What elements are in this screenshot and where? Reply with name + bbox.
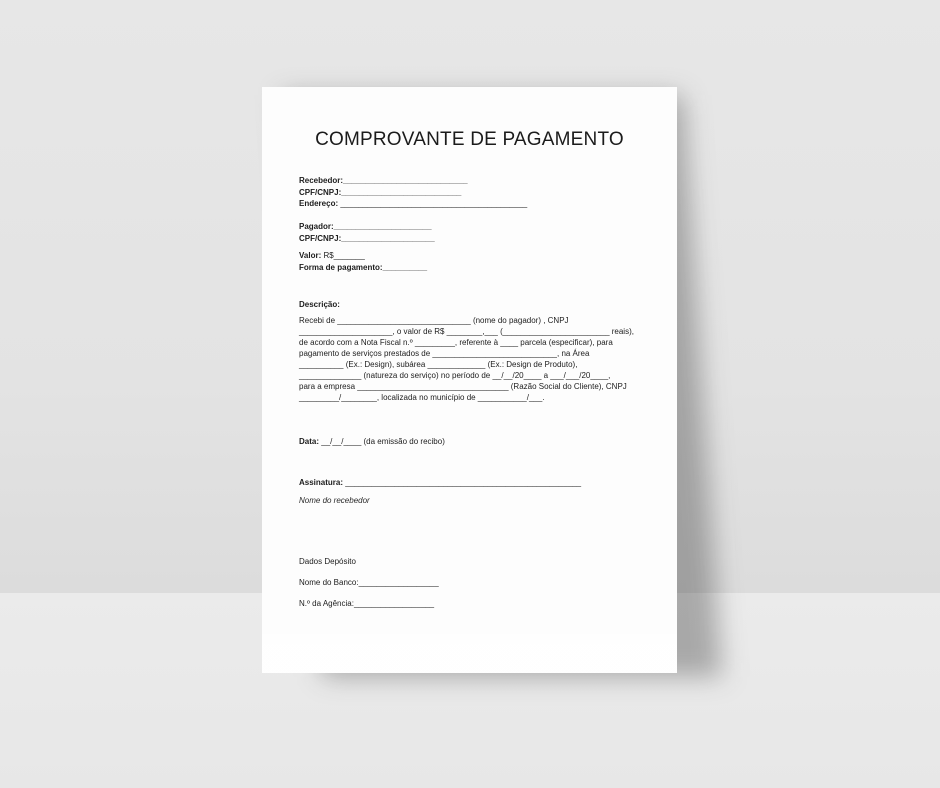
field-label: N.º da Agência: — [299, 599, 354, 608]
description-heading: Descrição: — [299, 300, 340, 309]
field-label: Endereço: — [299, 199, 341, 208]
field-numero-agencia — [299, 598, 434, 609]
field-label: CPF/CNPJ: — [299, 187, 342, 197]
description-line: _________/________, localizada no município de ___________/___. — [299, 393, 545, 402]
field-blank: _____________________ — [341, 233, 435, 243]
field-pagador — [299, 221, 435, 233]
description-line: _____________________, o valor de R$ ________,___ (________________________ reais), — [299, 327, 634, 336]
field-blank: __________ — [382, 262, 428, 272]
signature-note: Nome do recebedor — [299, 496, 370, 505]
field-blank: __________________________________________ — [340, 199, 528, 208]
field-endereco — [299, 198, 527, 210]
field-blank: _____________________________________________________ — [343, 478, 582, 487]
field-recebedor — [299, 175, 527, 187]
field-cpf-cnpj-recebedor — [299, 187, 527, 199]
field-label: Pagador: — [299, 222, 334, 231]
field-blank: ___________________________ — [341, 187, 462, 197]
description-line: Recebi de ______________________________ (nome do pagador) , CNPJ — [299, 316, 569, 325]
field-label: Valor: — [299, 251, 322, 260]
description-line: pagamento de serviços prestados de ____________________________, na Área — [299, 349, 590, 358]
description-paragraph — [299, 315, 659, 403]
field-nome-banco — [299, 577, 439, 588]
deposit-heading: Dados Depósito — [299, 557, 356, 566]
payer-section — [299, 221, 435, 244]
field-valor — [299, 250, 427, 262]
field-label: Forma de pagamento: — [299, 262, 383, 272]
field-blank: ______________________ — [333, 222, 432, 231]
field-blank: __________________ — [358, 578, 439, 587]
recipient-section — [299, 175, 527, 210]
description-line: para a empresa __________________________________ (Razão Social do Cliente), CNPJ — [299, 382, 627, 391]
payment-section — [299, 250, 427, 273]
description-line: de acordo com a Nota Fiscal n.º _________, referente à ____ parcela (especificar), para — [299, 338, 613, 347]
description-line: __________ (Ex.: Design), subárea _____________ (Ex.: Design de Produto), — [299, 360, 578, 369]
field-label: Assinatura: — [299, 478, 344, 487]
description-line: ______________ (natureza do serviço) no período de __/__/20____ a ___/___/20____, — [299, 371, 611, 380]
field-label: Recebedor: — [299, 176, 344, 185]
field-blank: ____________________________ — [343, 176, 468, 185]
field-blank: __________________ — [353, 599, 435, 608]
document-title: COMPROVANTE DE PAGAMENTO — [315, 129, 624, 150]
field-blank: R$_______ — [321, 251, 365, 260]
field-label: CPF/CNPJ: — [299, 233, 342, 243]
field-assinatura — [299, 477, 581, 488]
field-blank: __/__/____ (da emissão do recibo) — [319, 437, 445, 446]
field-data — [299, 436, 445, 447]
field-forma-pagamento — [299, 262, 427, 274]
field-cpf-cnpj-pagador — [299, 233, 435, 245]
receipt-page — [262, 87, 677, 673]
field-label: Nome do Banco: — [299, 578, 359, 587]
field-label: Data: — [299, 437, 320, 446]
